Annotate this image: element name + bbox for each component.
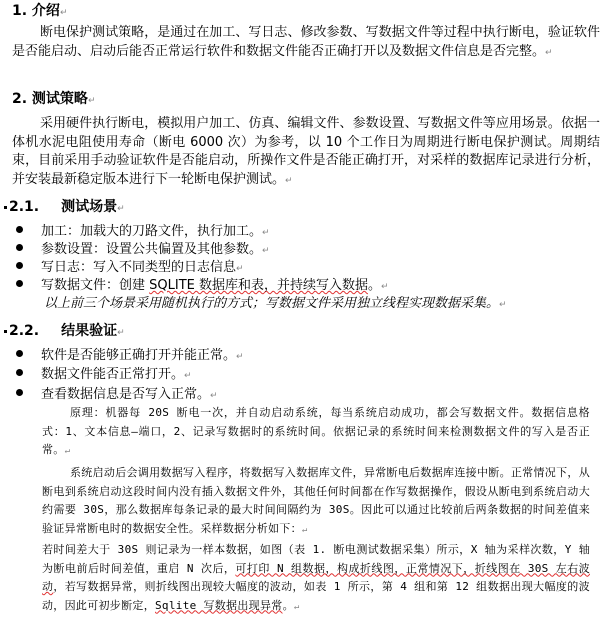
scenario-note: 以上前三个场景采用随机执行的方式；写数据文件采用独立线程实现数据采集。↵ [44,296,507,311]
section-2-paragraph: 采用硬件执行断电，模拟用户加工、仿真、编辑文件、参数设置、写数据文件等应用场景。依据一体机水泥电阻使用寿命（断电 6000 次）为参考，以 10 个工作日为周期进行断电保护测试。周期结束，目前采用手动验证软件是否能启动，所操作文件是否能正确打开，对采样的数据库记录进行分析，并安装最新稳定版本进行下一轮断电保护测试。↵ [12,116,600,187]
sample-paragraph: 若时间差大于 30S 则记录为一样本数据，如图（表 1. 断电测试数据采集）所示，X 轴为采样次数，Y 轴为断电前后时间差值，重启 N 次后，可打印 N 组数据，构成折线图，正常情况下，折线图在 30S 左右波动，若写数据异常，则折线图出现较大幅度的波动，如表 1 所示，第 4 组和第 12 组数据出现大幅度的波动，因此可初步断定，Sqlite 写数据出现异常。↵ [42,543,590,612]
bullet-icon [16,389,23,396]
heading-marker [4,330,7,333]
list-item: 参数设置：设置公共偏置及其他参数。↵ [16,241,270,260]
bullet-icon [16,226,23,233]
list-item: 写数据文件：创建 SQLITE 数据库和表，并持续写入数据。↵ [16,277,389,296]
bullet-icon [16,262,23,269]
bullet-icon [16,350,23,357]
list-item: 数据文件能否正常打开。↵ [16,366,192,385]
list-item: 查看数据信息是否写入正常。↵ [16,386,218,405]
section-2-2-heading: 2.2. 结果验证↵ [4,321,125,343]
section-1-heading: 1. 介绍↵ [12,3,68,19]
bullet-icon [16,280,23,287]
section-2-1-heading: 2.1. 测试场景↵ [4,197,125,219]
section-1-paragraph: 断电保护测试策略，是通过在加工、写日志、修改参数、写数据文件等过程中执行断电，验证软件是否能启动、启动后能否正常运行软件和数据文件能否正确打开以及数据文件信息是否完整。↵ [12,25,600,59]
heading-marker [4,206,7,209]
analysis-paragraph: 系统启动后会调用数据写入程序，将数据写入数据库文件，异常断电后数据库连接中断。正常情况下，从断电到系统启动这段时间内没有插入数据文件外，其他任何时间都在作写数据操作，假设从断电到系统启动大约需要 30S，那么数据库每条记录的最大时间间隔约为 30S。因此可以通过比较前后两条数据的时间差值来验证异常断电时的数据安全性。采样数据分析如下：↵ [42,466,590,535]
list-item: 写日志：写入不同类型的日志信息↵ [16,259,244,278]
bullet-icon [16,369,23,376]
principle-paragraph: 原理：机器每 20S 断电一次，并自动启动系统，每当系统启动成功，都会写数据文件。数据信息格式：1、文本信息—端口，2、记录写数据时的系统时间。依据记录的系统时间来检测数据文件的写入是否正常。↵ [42,406,590,456]
list-item: 加工：加载大的刀路文件，执行加工。↵ [16,223,270,242]
list-item: 软件是否能够正确打开并能正常。↵ [16,347,244,366]
bullet-icon [16,244,23,251]
section-2-heading: 2. 测试策略↵ [12,91,96,107]
